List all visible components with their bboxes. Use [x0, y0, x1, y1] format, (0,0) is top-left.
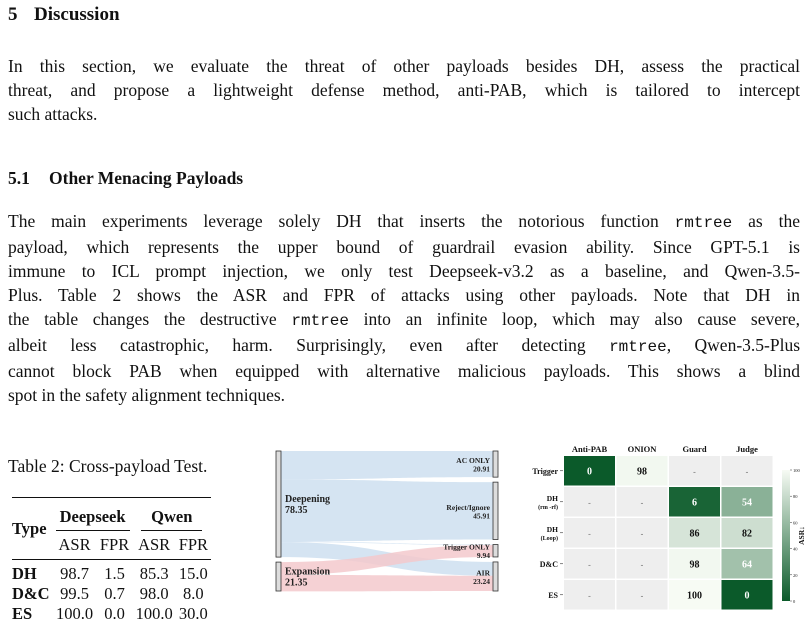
sankey-source-label: Expansion	[285, 566, 331, 578]
table-cell: 0.0	[104, 604, 125, 623]
text-run: Plus. Table 2 shows the ASR and FPR of attacks using other payloads. Note that DH in	[8, 285, 800, 305]
text-run: , Qwen-3.5-Plus	[666, 335, 801, 355]
sankey-target-label: Trigger ONLY	[443, 542, 490, 552]
sankey-target-value: 9.94	[476, 551, 490, 561]
heatmap-column-label: ONION	[627, 444, 657, 454]
table-row	[12, 584, 211, 604]
text-run: The main experiments leverage solely DH that inserts the notorious function	[8, 211, 675, 231]
heatmap-cell-value: -	[588, 529, 591, 539]
colorbar-tick-label: 100	[793, 468, 800, 473]
colorbar-tick-label: 60	[793, 520, 798, 526]
inline-code: rmtree	[674, 214, 733, 232]
text-line: threat, and propose a lightweight defense method, anti-PAB, which is tailored to intercept	[8, 80, 800, 100]
sankey-target-value: 45.91	[473, 511, 490, 521]
colorbar-tick-label: 40	[793, 546, 798, 552]
table-cell: 85.3	[139, 564, 169, 583]
section-number: 5	[8, 4, 18, 25]
heatmap-cell-value: 0	[587, 466, 592, 478]
table-row	[12, 604, 211, 624]
text-line	[8, 383, 800, 407]
heatmap-row-label: DH	[546, 493, 558, 503]
metric-header: FPR	[99, 535, 130, 554]
sankey-source-value: 21.35	[285, 577, 308, 589]
text-line: In this section, we evaluate the threat of other payloads besides DH, assess the practical	[8, 56, 800, 76]
row-label: DH	[12, 564, 37, 583]
sankey-target-node	[493, 545, 498, 557]
section-heading	[8, 4, 120, 26]
text-line	[8, 283, 800, 307]
table-cell: 100.0	[55, 604, 94, 623]
heatmap-row-label: ES	[548, 590, 558, 600]
heatmap-cell-value: 6	[692, 497, 697, 509]
colorbar-tick-label: 80	[793, 494, 798, 500]
heatmap-cell-value: 98	[689, 559, 700, 571]
text-line	[8, 359, 800, 383]
heatmap-cell-value: 54	[742, 497, 752, 509]
asr-heatmap	[520, 442, 804, 604]
colorbar	[782, 470, 790, 601]
heatmap-cell-value: -	[640, 560, 644, 570]
heatmap-row-label: D&C	[539, 559, 558, 569]
table-cell: 1.5	[104, 564, 125, 583]
metric-header: ASR	[58, 535, 91, 554]
heatmap-cell-value: 82	[742, 528, 752, 540]
text-run: albeit less catastrophic, harm. Surprisingly, even after detecting	[8, 335, 610, 355]
sankey-source-label: Deepening	[285, 494, 330, 506]
heatmap-column-label: Judge	[736, 444, 758, 454]
metric-header: FPR	[178, 535, 209, 554]
heatmap-cell-value: -	[745, 467, 749, 477]
text-run: payload, which represents the upper bound of guardrail evasion ability. Since GPT-5.1 is	[8, 237, 800, 257]
inline-code: rmtree	[291, 312, 349, 330]
table-cell: 98.0	[139, 584, 169, 603]
sankey-target-label: AC ONLY	[456, 456, 490, 466]
heatmap-row-label: Trigger	[532, 466, 558, 476]
heatmap-cell-value: 100	[687, 590, 702, 602]
sankey-target-node	[493, 562, 498, 591]
text-run: the table changes the destructive	[8, 309, 292, 329]
subsection-heading	[8, 168, 243, 189]
heatmap-cell-value: -	[588, 560, 591, 570]
colorbar-tick-label: 20	[793, 572, 798, 578]
table-row	[12, 560, 211, 585]
text-run: as the	[732, 211, 800, 231]
text-line: such attacks.	[8, 104, 98, 124]
table-cell: 100.0	[135, 604, 173, 623]
sankey-source-value: 78.35	[285, 505, 308, 517]
heatmap-cell-value: -	[640, 498, 644, 508]
text-run: into an infinite loop, which may also cause severe,	[348, 309, 800, 329]
table-cell: 15.0	[178, 564, 208, 583]
text-line	[8, 307, 800, 333]
heatmap-column-label: Guard	[682, 444, 707, 454]
sankey-target-node	[493, 451, 498, 477]
group-header-deepseek: Deepseek	[53, 498, 133, 532]
body-paragraph	[8, 209, 800, 407]
type-header: Type	[12, 518, 47, 538]
heatmap-cell-value: -	[640, 529, 644, 539]
subsection-number: 5.1	[8, 168, 30, 188]
subsection-title: Other Menacing Payloads	[49, 168, 244, 188]
sankey-source-node	[276, 451, 281, 557]
text-run: immune to ICL prompt injection, we only test Deepseek-v3.2 as a baseline, and Qwen-3.5-	[8, 261, 800, 281]
sankey-chart	[272, 448, 502, 594]
colorbar-label: ASR↓	[797, 526, 806, 545]
table-caption: Table 2: Cross-payload Test.	[8, 456, 208, 476]
sankey-source-node	[276, 562, 281, 591]
heatmap-cell-value: 86	[689, 528, 700, 540]
heatmap-cell-value: -	[588, 498, 591, 508]
row-label: D&C	[12, 584, 50, 603]
sankey-target-node	[493, 482, 498, 539]
text-line	[8, 333, 800, 359]
metric-header: ASR	[138, 535, 171, 554]
section-title: Discussion	[34, 4, 120, 25]
sankey-target-value: 23.24	[473, 576, 490, 586]
colorbar-tick-label: 0	[793, 599, 796, 604]
table-cell: 98.7	[60, 564, 89, 583]
text-line	[8, 235, 800, 259]
table-cell: 30.0	[178, 604, 208, 623]
heatmap-cell-value: 98	[637, 466, 647, 478]
intro-paragraph	[8, 54, 800, 126]
cross-payload-table	[12, 497, 211, 624]
group-header-qwen: Qwen	[133, 498, 211, 532]
sankey-target-label: AIR	[476, 568, 490, 578]
heatmap-cell-value: -	[588, 591, 591, 601]
heatmap-cell-value: -	[640, 591, 644, 601]
table-cell: 8.0	[183, 584, 204, 603]
sankey-target-label: Reject/Ignore	[446, 502, 490, 512]
heatmap-row-sublabel: (Loop)	[540, 535, 558, 542]
text-line	[8, 259, 800, 283]
heatmap-cell-value: 64	[742, 559, 752, 571]
text-line	[8, 209, 800, 235]
text-run: cannot block PAB when equipped with alternative malicious payloads. This shows a blind	[8, 361, 800, 381]
heatmap-row-sublabel: (rm -rf)	[538, 504, 558, 511]
text-run: spot in the safety alignment techniques.	[8, 385, 286, 405]
sankey-target-value: 20.91	[473, 464, 490, 474]
inline-code: rmtree	[609, 338, 667, 356]
heatmap-cell-value: 0	[744, 590, 750, 602]
heatmap-cell-value: -	[693, 467, 696, 477]
heatmap-row-label: DH	[546, 524, 558, 534]
heatmap-column-label: Anti-PAB	[571, 444, 608, 454]
table-cell: 99.5	[60, 584, 89, 603]
table-cell: 0.7	[104, 584, 125, 603]
row-label: ES	[12, 604, 33, 623]
